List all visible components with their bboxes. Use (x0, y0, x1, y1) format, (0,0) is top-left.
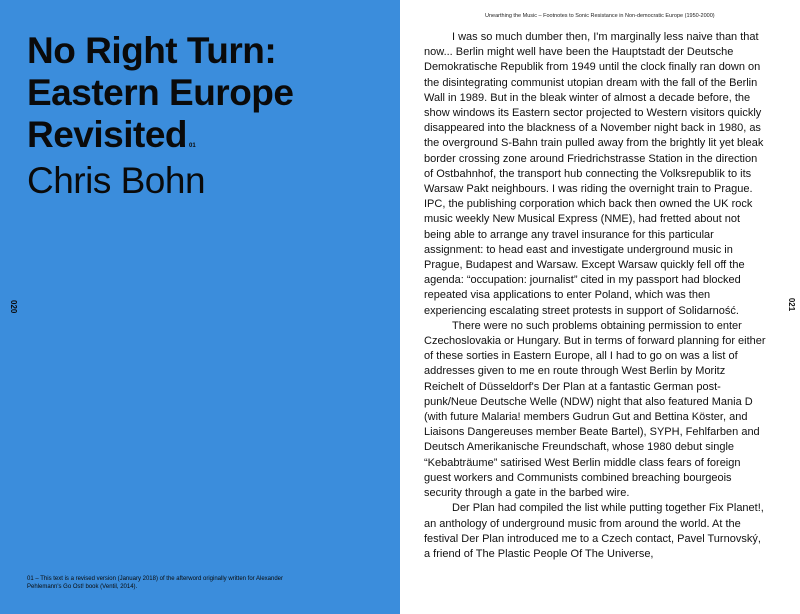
running-header: Unearthing the Music – Footnotes to Sonic Resistance in Non-democratic Europe (1950-2000) (485, 13, 715, 19)
body-paragraph-3: Der Plan had compiled the list while putting together Fix Planet!, an anthology of underground music from around the world. At the festival Der Plan introduced me to a Czech contact, Pavel Turnovský, a friend of The Plastic People Of The Universe, (424, 502, 764, 560)
page-number-left: 020 (9, 300, 18, 314)
title-line-3-text: Revisited (27, 114, 188, 155)
body-paragraph-1: I was so much dumber then, I'm marginally less naive than that now... Berlin might well have been the Hauptstadt der Deutsche Demokratische Republik from 1949 until the clock finally ran down on the disintegrating communist utopian dream with the fall of the Berlin Wall in 1989. But in the bleak winter of almost a decade before, the show windows its Eastern sector projected to Western visitors quickly disappeared into the blackness of a November night back in 1980, as the overground S-Bahn train pulled away from the brightly lit yet bleak border crossing zone around Friedrichstrasse Station in the direction of Ostbahnhof, the transport hub connecting the Volksrepublik to its Warsaw Pakt neighbours. I was riding the overnight train to Prague. IPC, the publishing corporation which back then owned the UK rock music weekly New Musical Express (NME), had fretted about not being able to arrange any travel insurance for this particular assignment: to head east and investigate underground music in Prague, Budapest and Warsaw. Except Warsaw quickly fell off the agenda: “occupation: journalist” cited in my passport had blocked repeated visa applications to enter Poland, which was then experiencing escalating street protests in support of Solidarność. (424, 31, 764, 317)
right-page (400, 0, 800, 614)
footnote-marker[interactable]: 01 (189, 143, 196, 149)
title-line-1: No Right Turn: (27, 30, 277, 71)
author-name: Chris Bohn (27, 160, 206, 201)
title-line-2: Eastern Europe (27, 72, 294, 113)
article-title (27, 30, 387, 167)
footnote-text: 01 – This text is a revised version (January 2018) of the afterword originally written for Alexander Pehlemann's Go Ost! book (Ventil, 2014). (27, 576, 284, 590)
body-paragraph-2: There were no such problems obtaining permission to enter Czechoslovakia or Hungary. But in terms of forward planning for either of these sorties in Eastern Europe, all I had to go on was a list of addresses given to me en route through West Berlin by Moritz Reichelt of Düsseldorf's Der Plan at a fantastic German post-punk/Neue Deutsche Welle (NDW) night that also featured Mania D (with future Malaria! members Gudrun Gut and Bettina Köster, and Liaisons Dangereuses member Beate Bartel), SYPH, Fehlfarben and Deutsch Amerikanische Freundschaft, whose 1980 debut single “Kebabträume” satirised West Berlin middle class fears of foreign guest workers and Communists combined breaching bourgeois security through a gate in the barbed wire. (424, 319, 766, 500)
page-number-right: 021 (786, 297, 796, 312)
body-text (424, 30, 768, 562)
